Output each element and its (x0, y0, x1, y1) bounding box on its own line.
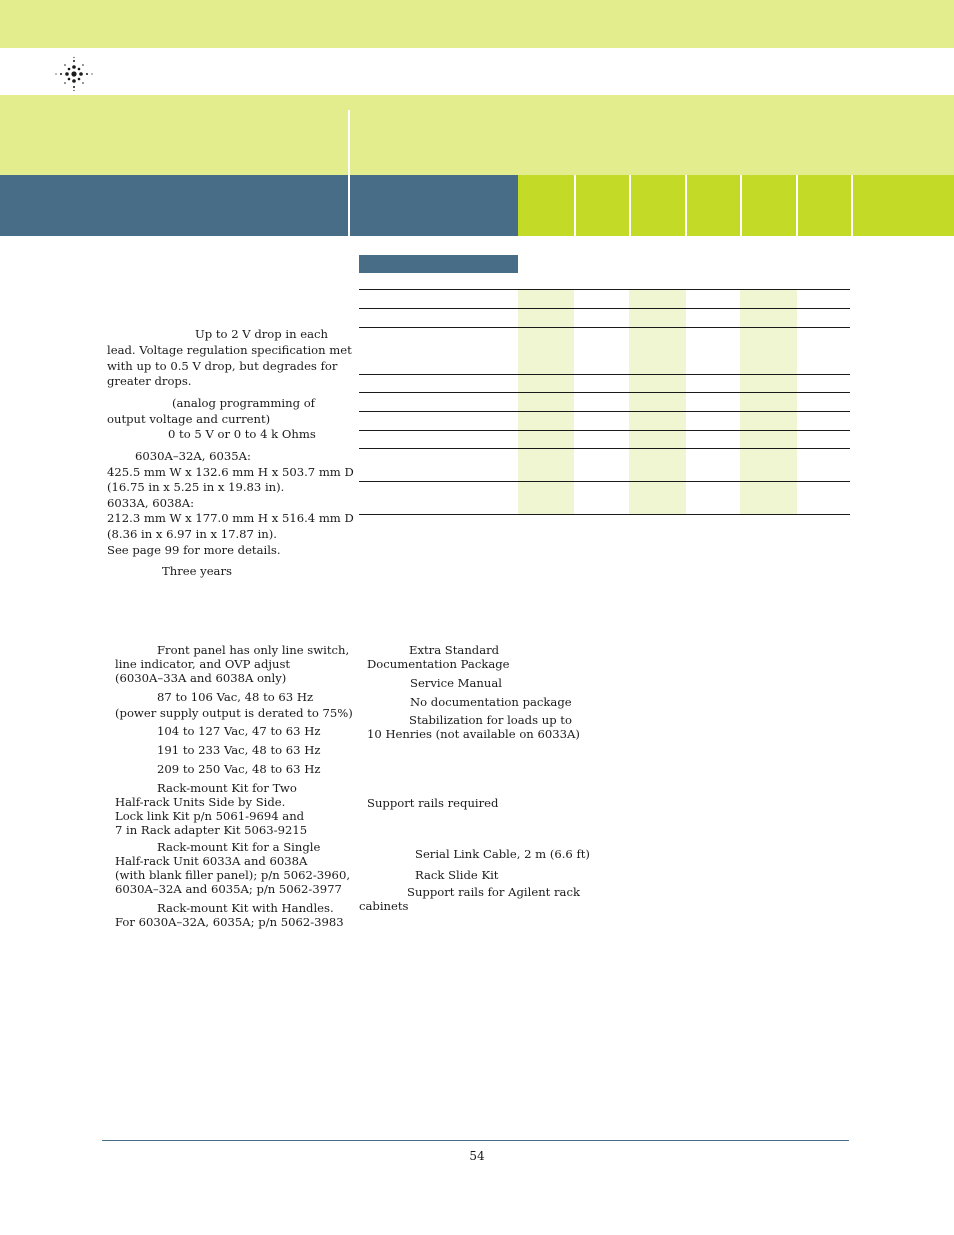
column-divider (574, 175, 576, 236)
dimensions-text: (8.36 in x 6.97 in x 17.87 in). (107, 527, 277, 541)
dimensions-text: See page 99 for more details. (107, 543, 281, 557)
section-band-green (518, 175, 954, 236)
option-text: cabinets (359, 899, 409, 913)
remote-sense-text: with up to 0.5 V drop, but degrades for (107, 359, 338, 373)
dimensions-text: 212.3 mm W x 177.0 mm H x 516.4 mm D (107, 511, 354, 525)
logo-strip (0, 48, 954, 95)
table-rule (359, 514, 850, 515)
section-band-blue (0, 175, 518, 236)
option-text: Rack Slide Kit (415, 868, 499, 882)
option-text: 104 to 127 Vac, 47 to 63 Hz (157, 724, 321, 738)
table-rule (359, 411, 850, 412)
option-text: Lock link Kit p/n 5061-9694 and (115, 809, 305, 823)
dimensions-text: (16.75 in x 5.25 in x 19.83 in). (107, 480, 285, 494)
remote-sense-text: greater drops. (107, 374, 192, 388)
column-divider (685, 175, 687, 236)
column-divider (851, 175, 853, 236)
analog-programming-text: output voltage and current) (107, 412, 271, 426)
table-rule (359, 430, 850, 431)
column-divider (629, 175, 631, 236)
analog-programming-text: 0 to 5 V or 0 to 4 k Ohms (168, 427, 316, 441)
table-rule (359, 448, 850, 449)
option-text: (6030A–33A and 6038A only) (115, 671, 287, 685)
option-text: Half-rack Unit 6033A and 6038A (115, 854, 308, 868)
warranty-text: Three years (162, 564, 232, 578)
header-divider (348, 110, 350, 236)
table-rule (359, 327, 850, 328)
top-banner (0, 0, 954, 48)
option-text: Extra Standard (409, 643, 500, 657)
option-text: Documentation Package (367, 657, 510, 671)
dimensions-text: 6030A–32A, 6035A: (135, 449, 251, 463)
analog-programming-text: (analog programming of (172, 396, 315, 410)
footer-rule (102, 1140, 849, 1141)
table-rule (359, 392, 850, 393)
option-text: 10 Henries (not available on 6033A) (367, 727, 580, 741)
option-text: (power supply output is derated to 75%) (115, 706, 353, 720)
dimensions-text: 425.5 mm W x 132.6 mm H x 503.7 mm D (107, 465, 354, 479)
option-text: 191 to 233 Vac, 48 to 63 Hz (157, 743, 321, 757)
option-text: Rack-mount Kit for Two (157, 781, 297, 795)
option-text: 87 to 106 Vac, 48 to 63 Hz (157, 690, 314, 704)
option-text: Serial Link Cable, 2 m (6.6 ft) (415, 847, 590, 861)
option-text: (with blank filler panel); p/n 5062-3960, (115, 868, 350, 882)
option-text: 209 to 250 Vac, 48 to 63 Hz (157, 762, 321, 776)
option-text: line indicator, and OVP adjust (115, 657, 291, 671)
option-text: Half-rack Units Side by Side. (115, 795, 286, 809)
option-text: Front panel has only line switch, (157, 643, 350, 657)
spark-logo-icon (54, 56, 94, 92)
remote-sense-text: Up to 2 V drop in each (195, 327, 328, 341)
option-text: Rack-mount Kit with Handles. (157, 901, 334, 915)
option-text: Stabilization for loads up to (409, 713, 572, 727)
table-header-bar (359, 255, 518, 273)
option-text: Support rails for Agilent rack (407, 885, 580, 899)
title-band (0, 95, 954, 175)
column-divider (796, 175, 798, 236)
option-text: Support rails required (367, 796, 499, 810)
option-text: Rack-mount Kit for a Single (157, 840, 321, 854)
table-rule (359, 481, 850, 482)
option-text: 7 in Rack adapter Kit 5063-9215 (115, 823, 308, 837)
option-text: 6030A–32A and 6035A; p/n 5062-3977 (115, 882, 342, 896)
page-number: 54 (469, 1149, 485, 1163)
table-rule (359, 289, 850, 290)
dimensions-text: 6033A, 6038A: (107, 496, 195, 510)
table-rule (359, 308, 850, 309)
option-text: No documentation package (410, 695, 572, 709)
remote-sense-text: lead. Voltage regulation specification met (107, 343, 352, 357)
table-rule (359, 374, 850, 375)
option-text: Service Manual (410, 676, 502, 690)
option-text: For 6030A–32A, 6035A; p/n 5062-3983 (115, 915, 344, 929)
column-divider (740, 175, 742, 236)
